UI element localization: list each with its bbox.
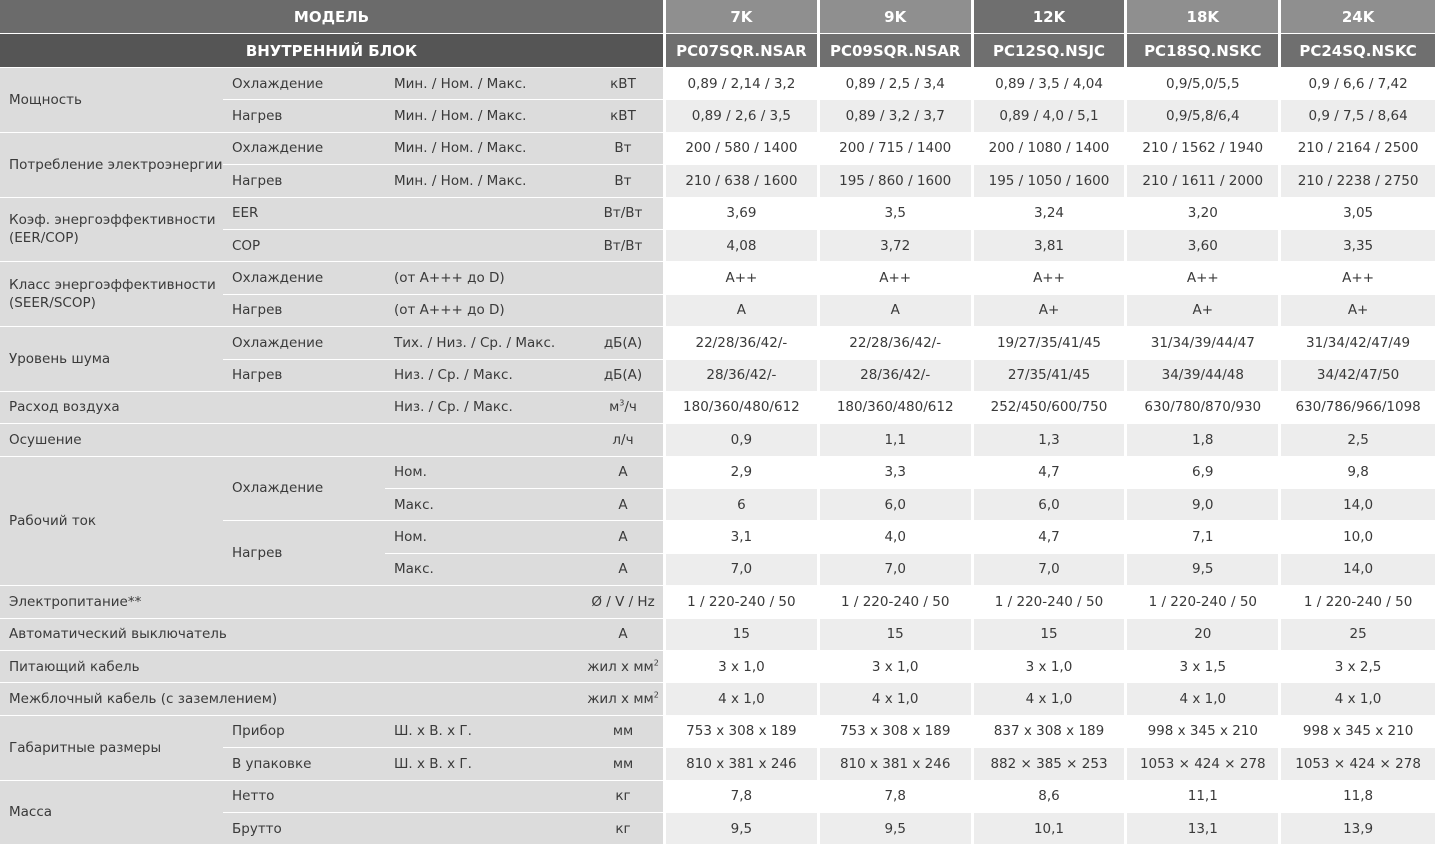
value-cell: 4 x 1,0 (1127, 683, 1281, 715)
value-cell: 13,9 (1281, 813, 1435, 845)
value-cell: 3 x 2,5 (1281, 651, 1435, 683)
row-unit (583, 683, 666, 715)
value-cell: 3,60 (1127, 230, 1281, 262)
row-mode-label: Охлаждение (223, 68, 385, 100)
value-cell: A++ (820, 262, 974, 294)
model-name-header: PC07SQR.NSAR (666, 34, 820, 68)
value-cell: 10,1 (974, 813, 1128, 845)
value-cell: 1,8 (1127, 424, 1281, 456)
row-unit: А (583, 619, 666, 651)
row-group-label: Питающий кабель (0, 651, 583, 683)
value-cell: 31/34/39/44/47 (1127, 327, 1281, 359)
row-mode-label: Охлаждение (223, 262, 385, 294)
value-cell: 195 / 1050 / 1600 (974, 165, 1128, 197)
value-cell: 3,20 (1127, 198, 1281, 230)
value-cell: 4,08 (666, 230, 820, 262)
row-unit (583, 262, 666, 294)
value-cell: 2,5 (1281, 424, 1435, 456)
value-cell: 11,8 (1281, 781, 1435, 813)
row-unit: А (583, 554, 666, 586)
row-mode-label: В упаковке (223, 748, 385, 780)
value-cell: 15 (666, 619, 820, 651)
value-cell: 7,1 (1127, 521, 1281, 553)
row-group-label: Автоматический выключатель (0, 619, 583, 651)
table-row (0, 716, 1435, 748)
value-cell: 1 / 220-240 / 50 (820, 586, 974, 618)
value-cell: 9,5 (1127, 554, 1281, 586)
model-name-header: PC09SQR.NSAR (820, 34, 974, 68)
row-condition-label: Ном. (385, 521, 583, 553)
value-cell: 15 (820, 619, 974, 651)
value-cell: 22/28/36/42/- (666, 327, 820, 359)
value-cell: 3 x 1,0 (820, 651, 974, 683)
value-cell: 4,7 (974, 521, 1128, 553)
value-cell: 6,0 (974, 489, 1128, 521)
model-name-header: PC18SQ.NSKC (1127, 34, 1281, 68)
value-cell: 753 x 308 x 189 (820, 716, 974, 748)
value-cell: 837 x 308 x 189 (974, 716, 1128, 748)
row-unit: А (583, 521, 666, 553)
row-condition-label: Ш. х В. х Г. (385, 716, 583, 748)
row-unit: дБ(А) (583, 327, 666, 359)
table-row (0, 133, 1435, 165)
value-cell: 3,81 (974, 230, 1128, 262)
row-mode-label: Охлаждение (223, 133, 385, 165)
row-unit: мм (583, 716, 666, 748)
value-cell: 0,89 / 2,6 / 3,5 (666, 100, 820, 132)
row-group-label: Уровень шума (0, 327, 223, 392)
value-cell: 1 / 220-240 / 50 (1281, 586, 1435, 618)
value-cell: 9,8 (1281, 457, 1435, 489)
row-mode-label: Охлаждение (223, 327, 385, 359)
value-cell: 200 / 715 / 1400 (820, 133, 974, 165)
value-cell: 1,3 (974, 424, 1128, 456)
row-mode-label: Нагрев (223, 521, 385, 586)
value-cell: 195 / 860 / 1600 (820, 165, 974, 197)
value-cell: 810 x 381 x 246 (666, 748, 820, 780)
value-cell: 2,9 (666, 457, 820, 489)
value-cell: 200 / 580 / 1400 (666, 133, 820, 165)
row-unit: мм (583, 748, 666, 780)
value-cell: 1,1 (820, 424, 974, 456)
value-cell: 28/36/42/- (820, 360, 974, 392)
value-cell: 34/42/47/50 (1281, 360, 1435, 392)
row-condition-label: (от А+++ до D) (385, 295, 583, 327)
row-condition-label: Мин. / Ном. / Макс. (385, 68, 583, 100)
unit-superscript: 2 (653, 690, 659, 700)
row-group-label: Межблочный кабель (с заземлением) (0, 683, 583, 715)
value-cell: 200 / 1080 / 1400 (974, 133, 1128, 165)
value-cell: 998 x 345 x 210 (1281, 716, 1435, 748)
row-condition-label: (от А+++ до D) (385, 262, 583, 294)
row-unit: кг (583, 813, 666, 845)
value-cell: 3 x 1,0 (974, 651, 1128, 683)
value-cell: 3,24 (974, 198, 1128, 230)
row-unit: кВТ (583, 100, 666, 132)
value-cell: 31/34/42/47/49 (1281, 327, 1435, 359)
value-cell: 15 (974, 619, 1128, 651)
value-cell: 7,0 (974, 554, 1128, 586)
value-cell: 0,9/5,0/5,5 (1127, 68, 1281, 100)
value-cell: 6,9 (1127, 457, 1281, 489)
value-cell: 0,9/5,8/6,4 (1127, 100, 1281, 132)
value-cell: 9,5 (820, 813, 974, 845)
table-row (0, 781, 1435, 813)
row-group-label: Осушение (0, 424, 583, 456)
value-cell: 1 / 220-240 / 50 (1127, 586, 1281, 618)
value-cell: 4 x 1,0 (974, 683, 1128, 715)
table-row (0, 392, 1435, 424)
value-cell: A++ (1281, 262, 1435, 294)
value-cell: A+ (1281, 295, 1435, 327)
value-cell: 210 / 638 / 1600 (666, 165, 820, 197)
value-cell: A (666, 295, 820, 327)
value-cell: 3,72 (820, 230, 974, 262)
value-cell: 10,0 (1281, 521, 1435, 553)
value-cell: 0,89 / 3,2 / 3,7 (820, 100, 974, 132)
value-cell: 6 (666, 489, 820, 521)
model-name-header: PC12SQ.NSJC (974, 34, 1128, 68)
value-cell: 1 / 220-240 / 50 (974, 586, 1128, 618)
indoor-unit-header-label: ВНУТРЕННИЙ БЛОК (0, 34, 666, 68)
row-mode-label: Охлаждение (223, 457, 385, 522)
row-group-label: Электропитание** (0, 586, 583, 618)
row-unit: Вт (583, 165, 666, 197)
unit-text: жил х мм (587, 658, 654, 675)
unit-superscript: 3 (619, 398, 625, 408)
row-unit (583, 651, 666, 683)
row-unit: кг (583, 781, 666, 813)
row-unit: А (583, 489, 666, 521)
value-cell: 11,1 (1127, 781, 1281, 813)
value-cell: 3 x 1,5 (1127, 651, 1281, 683)
value-cell: 210 / 2164 / 2500 (1281, 133, 1435, 165)
value-cell: A (820, 295, 974, 327)
value-cell: 998 x 345 x 210 (1127, 716, 1281, 748)
value-cell: A++ (974, 262, 1128, 294)
value-cell: 7,0 (820, 554, 974, 586)
row-group-label: Коэф. энергоэффективности (EER/COP) (0, 198, 223, 263)
model-name-header: PC24SQ.NSKC (1281, 34, 1435, 68)
row-unit: Вт/Вт (583, 198, 666, 230)
value-cell: A+ (1127, 295, 1281, 327)
row-condition-label: Макс. (385, 554, 583, 586)
value-cell: 0,89 / 2,5 / 3,4 (820, 68, 974, 100)
row-condition-label: Мин. / Ном. / Макс. (385, 100, 583, 132)
row-condition-label: Макс. (385, 489, 583, 521)
header-row-model (0, 0, 1435, 34)
value-cell: 3,1 (666, 521, 820, 553)
row-unit: Ø / V / Hz (583, 586, 666, 618)
row-mode-label: Брутто (223, 813, 385, 845)
capacity-header: 12K (974, 0, 1128, 34)
row-unit: дБ(А) (583, 360, 666, 392)
unit-text: /ч (624, 399, 637, 416)
value-cell: 1053 × 424 × 278 (1281, 748, 1435, 780)
value-cell: 7,8 (666, 781, 820, 813)
row-condition-label (385, 230, 583, 262)
value-cell: 882 × 385 × 253 (974, 748, 1128, 780)
row-group-label: Рабочий ток (0, 457, 223, 587)
value-cell: 3,05 (1281, 198, 1435, 230)
value-cell: 0,89 / 4,0 / 5,1 (974, 100, 1128, 132)
row-condition-label: Низ. / Ср. / Макс. (385, 360, 583, 392)
value-cell: 4 x 1,0 (666, 683, 820, 715)
value-cell: 180/360/480/612 (820, 392, 974, 424)
row-condition-label (385, 813, 583, 845)
value-cell: 8,6 (974, 781, 1128, 813)
table-row (0, 586, 1435, 618)
row-group-label: Габаритные размеры (0, 716, 223, 781)
value-cell: 210 / 1562 / 1940 (1127, 133, 1281, 165)
value-cell: 3,5 (820, 198, 974, 230)
row-mode-label: Прибор (223, 716, 385, 748)
value-cell: 3,3 (820, 457, 974, 489)
value-cell: 3,69 (666, 198, 820, 230)
row-mode-label: Нагрев (223, 295, 385, 327)
value-cell: A+ (974, 295, 1128, 327)
row-condition-label (385, 781, 583, 813)
table-row (0, 262, 1435, 294)
value-cell: 28/36/42/- (666, 360, 820, 392)
capacity-header: 7K (666, 0, 820, 34)
value-cell: 1053 × 424 × 278 (1127, 748, 1281, 780)
row-mode-label: Нагрев (223, 360, 385, 392)
row-mode-label: COP (223, 230, 385, 262)
row-unit: А (583, 457, 666, 489)
row-mode-label: Нагрев (223, 100, 385, 132)
row-unit: л/ч (583, 424, 666, 456)
value-cell: 1 / 220-240 / 50 (666, 586, 820, 618)
value-cell: 7,0 (666, 554, 820, 586)
value-cell: 0,89 / 2,14 / 3,2 (666, 68, 820, 100)
value-cell: 22/28/36/42/- (820, 327, 974, 359)
row-condition-label: Мин. / Ном. / Макс. (385, 165, 583, 197)
value-cell: 9,5 (666, 813, 820, 845)
value-cell: 180/360/480/612 (666, 392, 820, 424)
row-condition-label: Низ. / Ср. / Макс. (385, 392, 583, 424)
table-row (0, 651, 1435, 683)
value-cell: 4,7 (974, 457, 1128, 489)
value-cell: 27/35/41/45 (974, 360, 1128, 392)
row-condition-label: Тих. / Низ. / Ср. / Макс. (385, 327, 583, 359)
value-cell: 13,1 (1127, 813, 1281, 845)
value-cell: 0,89 / 3,5 / 4,04 (974, 68, 1128, 100)
unit-superscript: 2 (653, 658, 659, 668)
value-cell: 4 x 1,0 (820, 683, 974, 715)
row-condition-label: Ном. (385, 457, 583, 489)
table-row (0, 198, 1435, 230)
row-mode-label: EER (223, 198, 385, 230)
row-unit: Вт/Вт (583, 230, 666, 262)
value-cell: 25 (1281, 619, 1435, 651)
value-cell: A++ (1127, 262, 1281, 294)
value-cell: 19/27/35/41/45 (974, 327, 1128, 359)
row-unit (583, 392, 666, 424)
value-cell: 4 x 1,0 (1281, 683, 1435, 715)
row-group-label: Мощность (0, 68, 223, 133)
value-cell: 630/786/966/1098 (1281, 392, 1435, 424)
table-row (0, 619, 1435, 651)
row-condition-label: Ш. х В. х Г. (385, 748, 583, 780)
capacity-header: 9K (820, 0, 974, 34)
value-cell: 3,35 (1281, 230, 1435, 262)
value-cell: 210 / 2238 / 2750 (1281, 165, 1435, 197)
row-unit: Вт (583, 133, 666, 165)
value-cell: 210 / 1611 / 2000 (1127, 165, 1281, 197)
table-row (0, 424, 1435, 456)
value-cell: 0,9 (666, 424, 820, 456)
table-row (0, 327, 1435, 359)
value-cell: 4,0 (820, 521, 974, 553)
row-group-label: Потребление электроэнергии (0, 133, 223, 198)
capacity-header: 24K (1281, 0, 1435, 34)
value-cell: 0,9 / 6,6 / 7,42 (1281, 68, 1435, 100)
value-cell: A++ (666, 262, 820, 294)
value-cell: 0,9 / 7,5 / 8,64 (1281, 100, 1435, 132)
header-row-indoor-unit (0, 34, 1435, 68)
row-condition-label (385, 198, 583, 230)
table-row (0, 457, 1435, 489)
unit-text: жил х мм (587, 691, 654, 707)
value-cell: 810 x 381 x 246 (820, 748, 974, 780)
value-cell: 34/39/44/48 (1127, 360, 1281, 392)
row-condition-label: Мин. / Ном. / Макс. (385, 133, 583, 165)
value-cell: 9,0 (1127, 489, 1281, 521)
value-cell: 14,0 (1281, 489, 1435, 521)
unit-text: м (609, 399, 620, 416)
row-unit (583, 295, 666, 327)
value-cell: 252/450/600/750 (974, 392, 1128, 424)
value-cell: 6,0 (820, 489, 974, 521)
value-cell: 3 x 1,0 (666, 651, 820, 683)
table-row (0, 68, 1435, 100)
value-cell: 14,0 (1281, 554, 1435, 586)
row-group-label: Класс энергоэффективности (SEER/SCOP) (0, 262, 223, 327)
value-cell: 20 (1127, 619, 1281, 651)
capacity-header: 18K (1127, 0, 1281, 34)
table-row (0, 683, 1435, 715)
value-cell: 753 x 308 x 189 (666, 716, 820, 748)
value-cell: 7,8 (820, 781, 974, 813)
row-unit: кВТ (583, 68, 666, 100)
row-mode-label: Нетто (223, 781, 385, 813)
row-group-label: Расход воздуха (0, 392, 385, 424)
row-mode-label: Нагрев (223, 165, 385, 197)
value-cell: 630/780/870/930 (1127, 392, 1281, 424)
model-header-label: МОДЕЛЬ (0, 0, 666, 34)
row-group-label: Масса (0, 781, 223, 845)
